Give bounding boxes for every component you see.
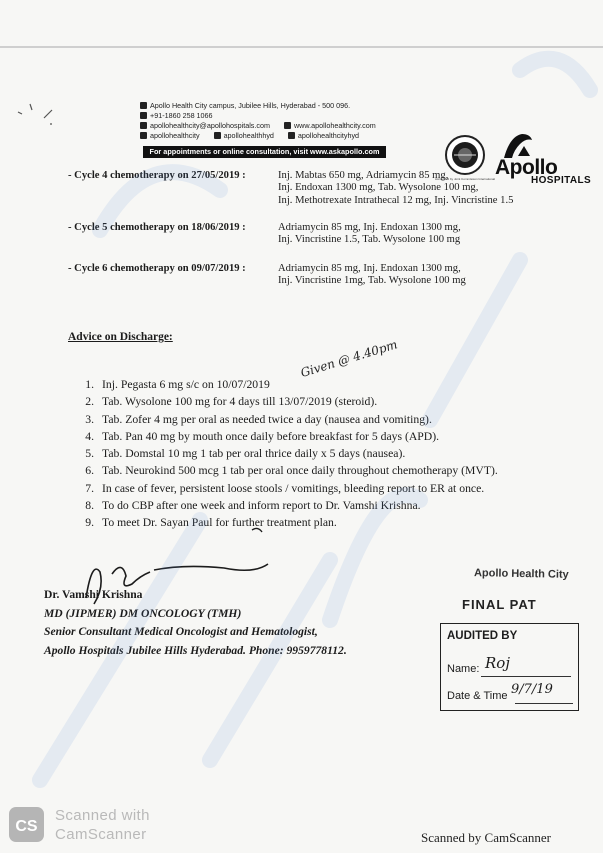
location-icon — [140, 102, 147, 109]
facebook-handle: apollohealthcity — [150, 131, 200, 140]
advice-list — [72, 376, 498, 532]
cycle-drugs — [278, 222, 461, 247]
stamp-header: Apollo Health City — [473, 567, 569, 581]
email-icon — [140, 122, 147, 129]
name-line — [481, 676, 571, 677]
date-label: Date & Time — [447, 690, 508, 702]
advice-title: Advice on Discharge: — [68, 331, 173, 343]
audited-by-label: AUDITED BY — [447, 630, 518, 642]
drug-line: Inj. Vincristine 1.5, Tab. Wysolone 100 mg — [278, 234, 461, 246]
twitter-icon — [214, 132, 221, 139]
advice-item: 2. Tab. Wysolone 100 mg for 4 days till 13/07/2019 (steroid). — [85, 395, 378, 409]
camscanner-logo-icon — [8, 806, 45, 843]
audit-box — [440, 623, 579, 711]
scanned-with-label — [55, 806, 150, 844]
facebook-icon — [140, 132, 147, 139]
brand-name: Apollo — [495, 156, 558, 179]
youtube-icon — [288, 132, 295, 139]
advice-item: 5. Tab. Domstal 10 mg 1 tab per oral thrice daily x 5 days (nausea). — [85, 447, 406, 461]
doctor-role: Senior Consultant Medical Oncologist and Hematologist, — [44, 625, 318, 639]
scanned-with-line2: CamScanner — [55, 826, 147, 843]
stamp-final: FINAL PAT — [462, 597, 537, 612]
website: www.apollohealthcity.com — [293, 121, 376, 130]
drug-line: Inj. Mabtas 650 mg, Adriamycin 85 mg, — [278, 170, 449, 181]
advice-item: 1. Inj. Pegasta 6 mg s/c on 10/07/2019 — [85, 378, 270, 391]
drug-line: Inj. Endoxan 1300 mg, Tab. Wysolone 100 mg, — [278, 182, 479, 194]
scanned-with-line1: Scanned with — [55, 807, 150, 824]
name-label: Name: — [447, 663, 480, 675]
scanned-by-footer: Scanned by CamScanner — [421, 830, 551, 845]
doctor-name: Dr. Vamshi Krishna — [44, 588, 143, 601]
phone: +91-1860 258 1066 — [150, 111, 213, 120]
scan-edge-line — [0, 46, 603, 48]
cycle-drugs — [278, 170, 513, 207]
scan-marks-icon — [14, 100, 74, 140]
advice-item: 6. Tab. Neurokind 500 mcg 1 tab per oral once daily throughout chemotherapy (MVT). — [85, 464, 498, 478]
accreditation-caption: Accredited by Joint Commission International — [434, 177, 496, 181]
email: apollohealthcity@apollohospitals.com — [150, 121, 270, 130]
drug-line: Inj. Methotrexate Intrathecal 12 mg, Inj. Vincristine 1.5 — [278, 194, 514, 206]
doctor-location: Apollo Hospitals Jubilee Hills Hyderabad. Phone: 9959778112. — [44, 643, 347, 657]
advice-item: 9. To meet Dr. Sayan Paul for further treatment plan. — [85, 516, 337, 530]
signature-block — [44, 586, 347, 660]
drug-line: Adriamycin 85 mg, Inj. Endoxan 1300 mg, — [278, 263, 461, 274]
advice-item: 8. To do CBP after one week and inform report to Dr. Vamshi Krishna. — [85, 499, 421, 513]
brand-subtitle: HOSPITALS — [531, 175, 592, 186]
date-value: 9/7/19 — [511, 682, 553, 697]
drug-line: Inj. Vincristine 1mg, Tab. Wysolone 100 mg — [278, 275, 466, 287]
address: Apollo Health City campus, Jubilee Hills, Hyderabad - 500 096. — [150, 101, 351, 110]
advice-item: 4. Tab. Pan 40 mg by mouth once daily before breakfast for 5 days (APD). — [85, 429, 440, 443]
advice-item: 3. Tab. Zofer 4 mg per oral as needed twice a day (nausea and vomiting). — [85, 412, 432, 426]
handwritten-note: Given @ 4.40pm — [298, 337, 400, 380]
phone-icon — [140, 112, 147, 119]
youtube-handle: apollohealthcityhyd — [297, 131, 360, 140]
cycle-label: - Cycle 4 chemotherapy on 27/05/2019 : — [68, 170, 246, 181]
doctor-qualification: MD (JIPMER) DM ONCOLOGY (TMH) — [44, 606, 242, 620]
cycle-label: - Cycle 5 chemotherapy on 18/06/2019 : — [68, 222, 246, 233]
web-icon — [284, 122, 291, 129]
twitter-handle: apollohealthhyd — [223, 131, 274, 140]
cycle-label: - Cycle 6 chemotherapy on 09/07/2019 : — [68, 263, 246, 274]
appointment-banner: For appointments or online consultation, visit www.askapollo.com — [143, 146, 386, 158]
cycle-drugs — [278, 263, 466, 288]
date-line — [515, 703, 573, 704]
cs-badge: CS — [15, 818, 38, 835]
name-value: Roj — [485, 654, 510, 672]
drug-line: Adriamycin 85 mg, Inj. Endoxan 1300 mg, — [278, 222, 461, 233]
scan-marks — [14, 100, 74, 143]
advice-item: 7. In case of fever, persistent loose stools / vomitings, bleeding report to ER at once. — [85, 481, 485, 495]
letterhead-contacts — [140, 101, 440, 141]
